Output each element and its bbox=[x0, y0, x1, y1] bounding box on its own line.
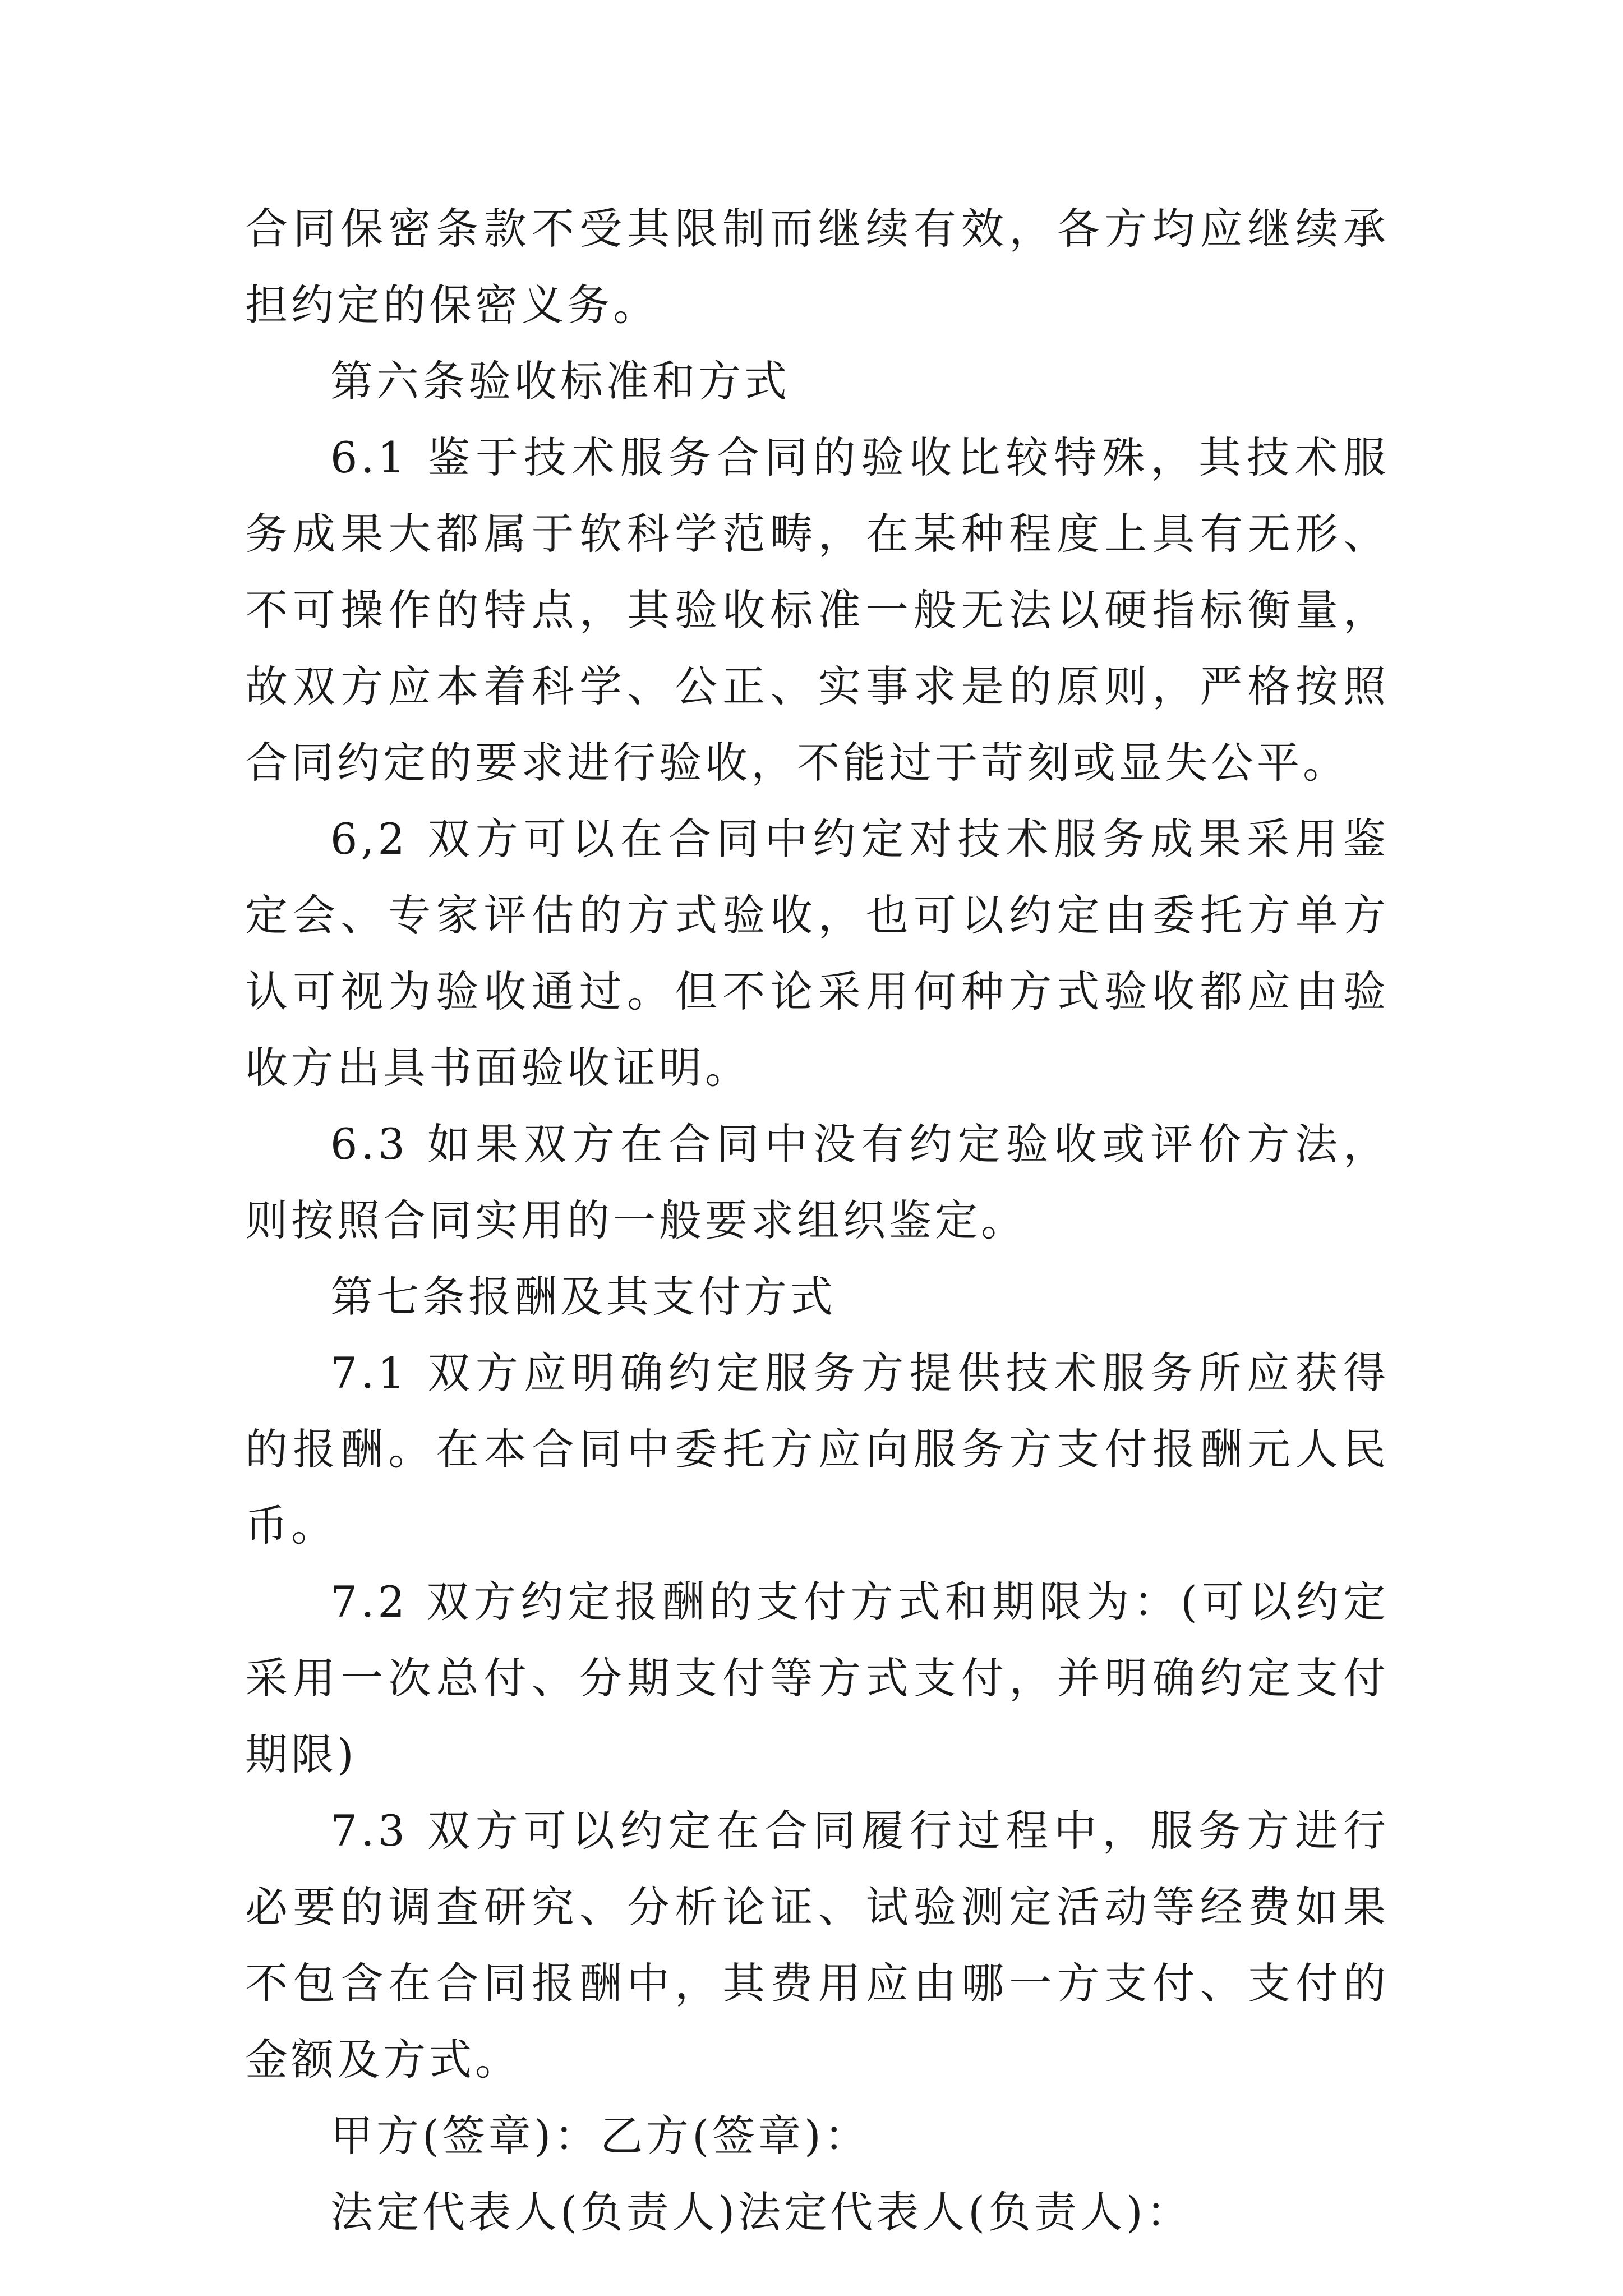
signature-representatives-line: 法定代表人(负责人)法定代表人(负责人)： bbox=[330, 2187, 1192, 2237]
clause-6-1: 6.1 鉴于技术服务合同的验收比较特殊，其技术服务成果大都属于软科学范畴，在某种程度上具有无形、不可操作的特点，其验收标准一般无法以硬指标衡量，故双方应本着科学、公正、实事求是的原则，严格按照合同约定的要求进行验收，不能过于苛刻或显失公平。 bbox=[245, 432, 1389, 788]
clause-6-3: 6.3 如果双方在合同中没有约定验收或评价方法，则按照合同实用的一般要求组织鉴定。 bbox=[245, 1119, 1389, 1245]
clause-7-2: 7.2 双方约定报酬的支付方式和期限为：(可以约定采用一次总付、分期支付等方式支付，并明确约定支付期限) bbox=[245, 1577, 1389, 1779]
article-6-heading: 第六条验收标准和方式 bbox=[330, 356, 790, 406]
paragraph-continuation: 合同保密条款不受其限制而继续有效，各方均应继续承担约定的保密义务。 bbox=[245, 204, 1389, 330]
signature-parties-line: 甲方(签章)：乙方(签章)： bbox=[330, 2111, 870, 2161]
clause-6-2: 6,2 双方可以在合同中约定对技术服务成果采用鉴定会、专家评估的方式验收，也可以约定由委托方单方认可视为验收通过。但不论采用何种方式验收都应由验收方出具书面验收证明。 bbox=[245, 814, 1389, 1093]
document-body bbox=[245, 191, 1389, 2251]
article-7-heading: 第七条报酬及其支付方式 bbox=[330, 1272, 836, 1322]
clause-7-1: 7.1 双方应明确约定服务方提供技术服务所应获得的报酬。在本合同中委托方应向服务方支付报酬元人民币。 bbox=[245, 1348, 1389, 1550]
clause-7-3: 7.3 双方可以约定在合同履行过程中，服务方进行必要的调查研究、分析论证、试验测定活动等经费如果不包含在合同报酬中，其费用应由哪一方支付、支付的金额及方式。 bbox=[245, 1806, 1389, 2085]
